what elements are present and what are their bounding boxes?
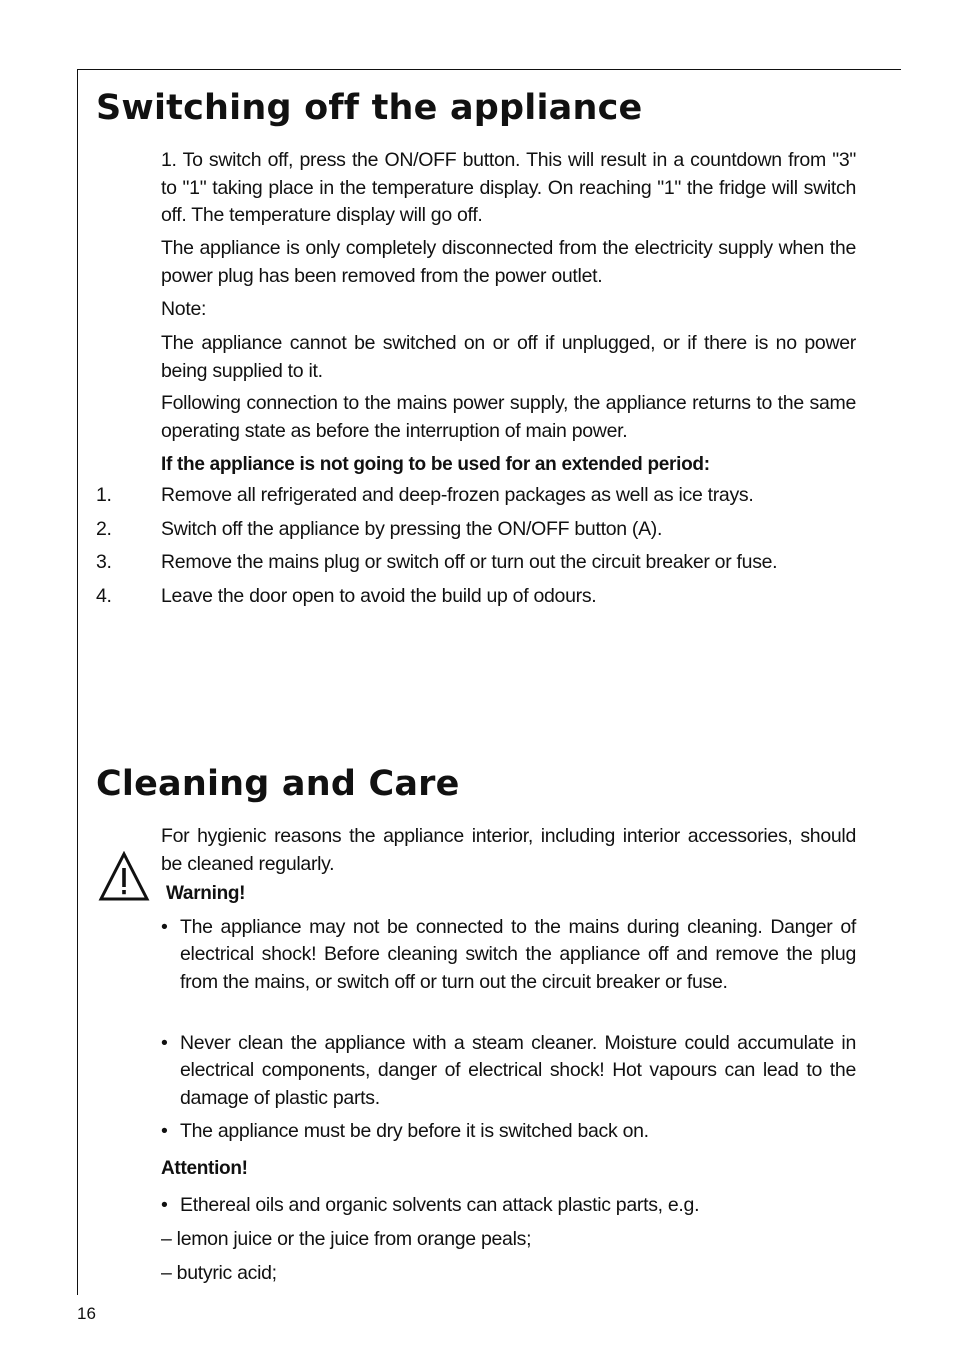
dash-item: – lemon juice or the juice from orange peals; xyxy=(161,1228,532,1250)
list-item-text: Remove the mains plug or switch off or turn out the circuit breaker or fuse. xyxy=(161,551,778,573)
bullet-text: Never clean the appliance with a steam cleaner. Moisture could accumulate in electrical components, danger of electrical shock! Hot vapours can lead to the damage of plastic parts. xyxy=(180,1032,856,1109)
warning-label: Warning! xyxy=(166,883,246,904)
list-item-number: 3. xyxy=(96,551,112,573)
section-title-switching-off: Switching off the appliance xyxy=(96,88,643,128)
bullet-text: The appliance may not be connected to the mains during cleaning. Danger of electrical shock! Before cleaning switch the appliance off and remove the plug from the mains, or switch off or turn out the circuit breaker or fuse. xyxy=(180,916,856,993)
list-item-text: Leave the door open to avoid the build up of odours. xyxy=(161,585,597,607)
list-item-number: 2. xyxy=(96,518,112,540)
paragraph-note-unplugged: The appliance cannot be switched on or off if unplugged, or if there is no power being supplied to it. xyxy=(161,332,856,382)
dash-item: – butyric acid; xyxy=(161,1262,277,1284)
list-item xyxy=(161,1192,856,1219)
bullet-text: Ethereal oils and organic solvents can attack plastic parts, e.g. xyxy=(180,1194,700,1216)
page-frame-top-rule xyxy=(77,69,901,70)
paragraph-switch-off-instructions: 1. To switch off, press the ON/OFF button. This will result in a countdown from "3" to "1" taking place in the temperature display. On reaching "1" the fridge will switch off. The temperature display will go off. xyxy=(161,149,856,226)
bullet-icon: • xyxy=(161,916,168,938)
paragraph-note-power-return: Following connection to the mains power supply, the appliance returns to the same operating state as before the interruption of main power. xyxy=(161,392,856,442)
bullet-text: The appliance must be dry before it is switched back on. xyxy=(180,1120,649,1142)
list-item xyxy=(161,1118,856,1145)
note-label: Note: xyxy=(161,298,207,320)
bullet-icon: • xyxy=(161,1032,168,1054)
list-item-text: Remove all refrigerated and deep-frozen packages as well as ice trays. xyxy=(161,484,754,506)
list-item-number: 1. xyxy=(96,484,112,506)
list-item-number: 4. xyxy=(96,585,112,607)
paragraph-disconnect-info: The appliance is only completely disconnected from the electricity supply when the power plug has been removed from the power outlet. xyxy=(161,237,856,287)
page-number: 16 xyxy=(77,1304,96,1323)
warning-triangle-icon xyxy=(98,851,150,903)
list-item xyxy=(161,1030,856,1112)
paragraph-hygiene-intro: For hygienic reasons the appliance interior, including interior accessories, should be cleaned regularly. xyxy=(161,825,856,875)
attention-label: Attention! xyxy=(161,1158,248,1179)
list-item xyxy=(161,914,856,996)
bullet-icon: • xyxy=(161,1194,168,1216)
list-item-text: Switch off the appliance by pressing the ON/OFF button (A). xyxy=(161,518,663,540)
section-title-cleaning-and-care: Cleaning and Care xyxy=(96,764,460,804)
extended-period-heading: If the appliance is not going to be used for an extended period: xyxy=(161,454,710,475)
page-frame-left-rule xyxy=(77,69,78,1295)
bullet-icon: • xyxy=(161,1120,168,1142)
